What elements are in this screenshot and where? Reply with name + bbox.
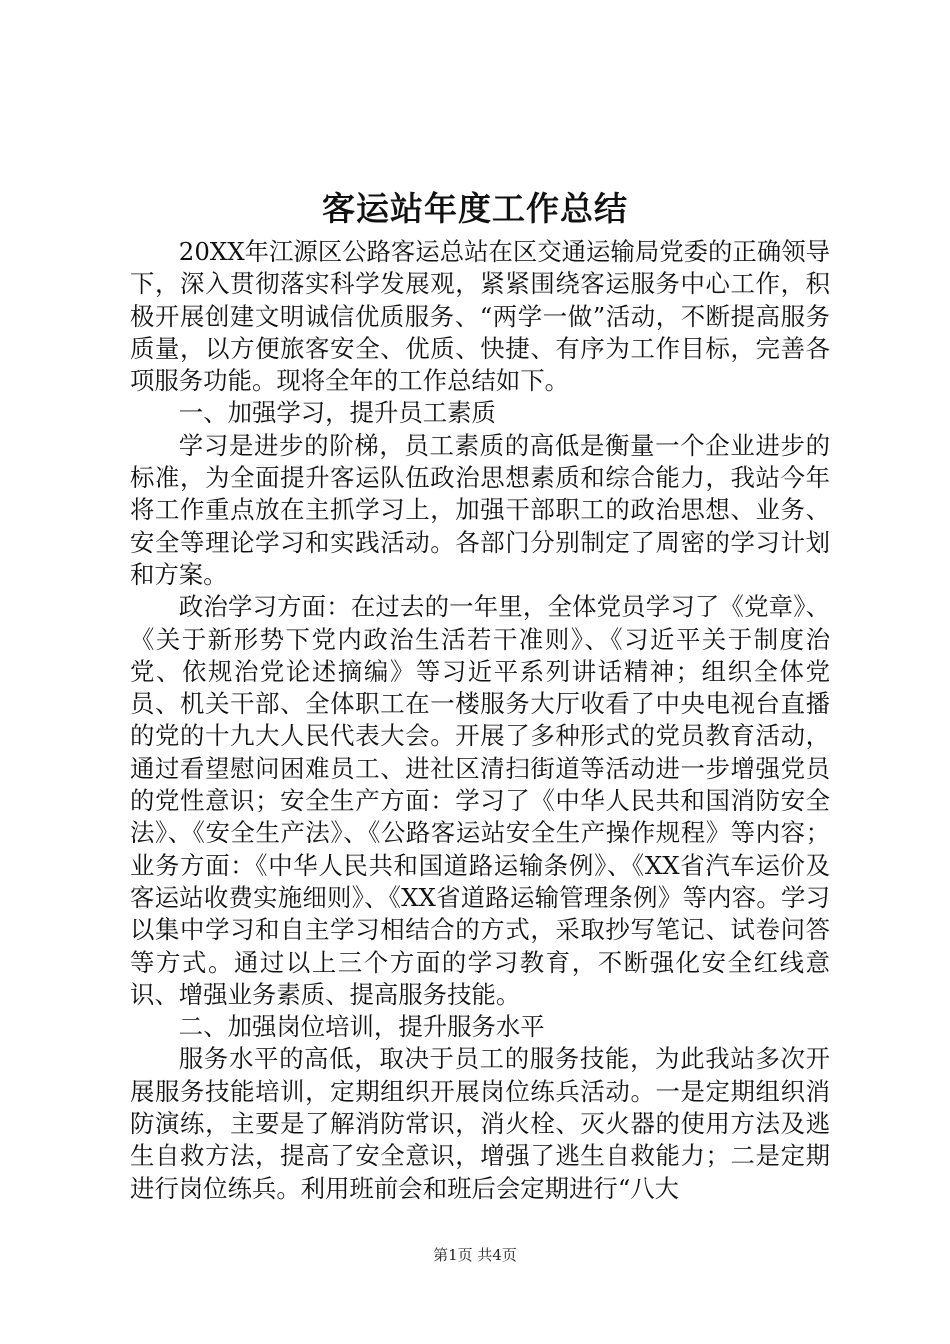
paragraph-study: 学习是进步的阶梯，员工素质的高低是衡量一个企业进步的标准，为全面提升客运队伍政治思想素质和综合能力，我站今年将工作重点放在主抓学习上，加强干部职工的政治思想、业务、安全等理论学习和实践活动。各部门分别制定了周密的学习计划和方案。 bbox=[130, 430, 830, 589]
document-title: 客运站年度工作总结 bbox=[322, 189, 628, 228]
section-heading-2: 二、加强岗位培训，提升服务水平 bbox=[178, 1012, 545, 1042]
paragraph-intro: 20XX年江源区公路客运总站在区交通运输局党委的正确领导下，深入贯彻落实科学发展观，紧紧围绕客运服务中心工作，积极开展创建文明诚信优质服务、“两学一做”活动，不断提高服务质量，以方便旅客安全、优质、快捷、有序为工作目标，完善各项服务功能。现将全年的工作总结如下。 bbox=[130, 237, 830, 396]
page-number-footer: 第1页 共4页 bbox=[433, 1246, 517, 1264]
document-body bbox=[130, 236, 830, 1205]
section-heading-1: 一、加强学习，提升员工素质 bbox=[178, 398, 496, 428]
paragraph-political-study: 政治学习方面：在过去的一年里，全体党员学习了《党章》、《关于新形势下党内政治生活若干准则》、《习近平关于制度治党、依规治党论述摘编》等习近平系列讲话精神；组织全体党员、机关干部、全体职工在一楼服务大厅收看了中央电视台直播的党的十九大人民代表大会。开展了多种形式的党员教育活动，通过看望慰问困难员工、进社区清扫街道等活动进一步增强党员的党性意识；安全生产方面：学习了《中华人民共和国消防安全法》、《安全生产法》、《公路客运站安全生产操作规程》等内容；业务方面：《中华人民共和国道路运输条例》、《XX省汽车运价及客运站收费实施细则》、《XX省道路运输管理条例》等内容。学习以集中学习和自主学习相结合的方式，采取抄写笔记、试卷问答等方式。通过以上三个方面的学习教育，不断强化安全红线意识、增强业务素质、提高服务技能。 bbox=[130, 592, 830, 1009]
paragraph-training: 服务水平的高低，取决于员工的服务技能，为此我站多次开展服务技能培训，定期组织开展岗位练兵活动。一是定期组织消防演练，主要是了解消防常识，消火栓、灭火器的使用方法及逃生自救方法，提高了安全意识，增强了逃生自救能力；二是定期进行岗位练兵。利用班前会和班后会定期进行“八大 bbox=[130, 1044, 830, 1203]
